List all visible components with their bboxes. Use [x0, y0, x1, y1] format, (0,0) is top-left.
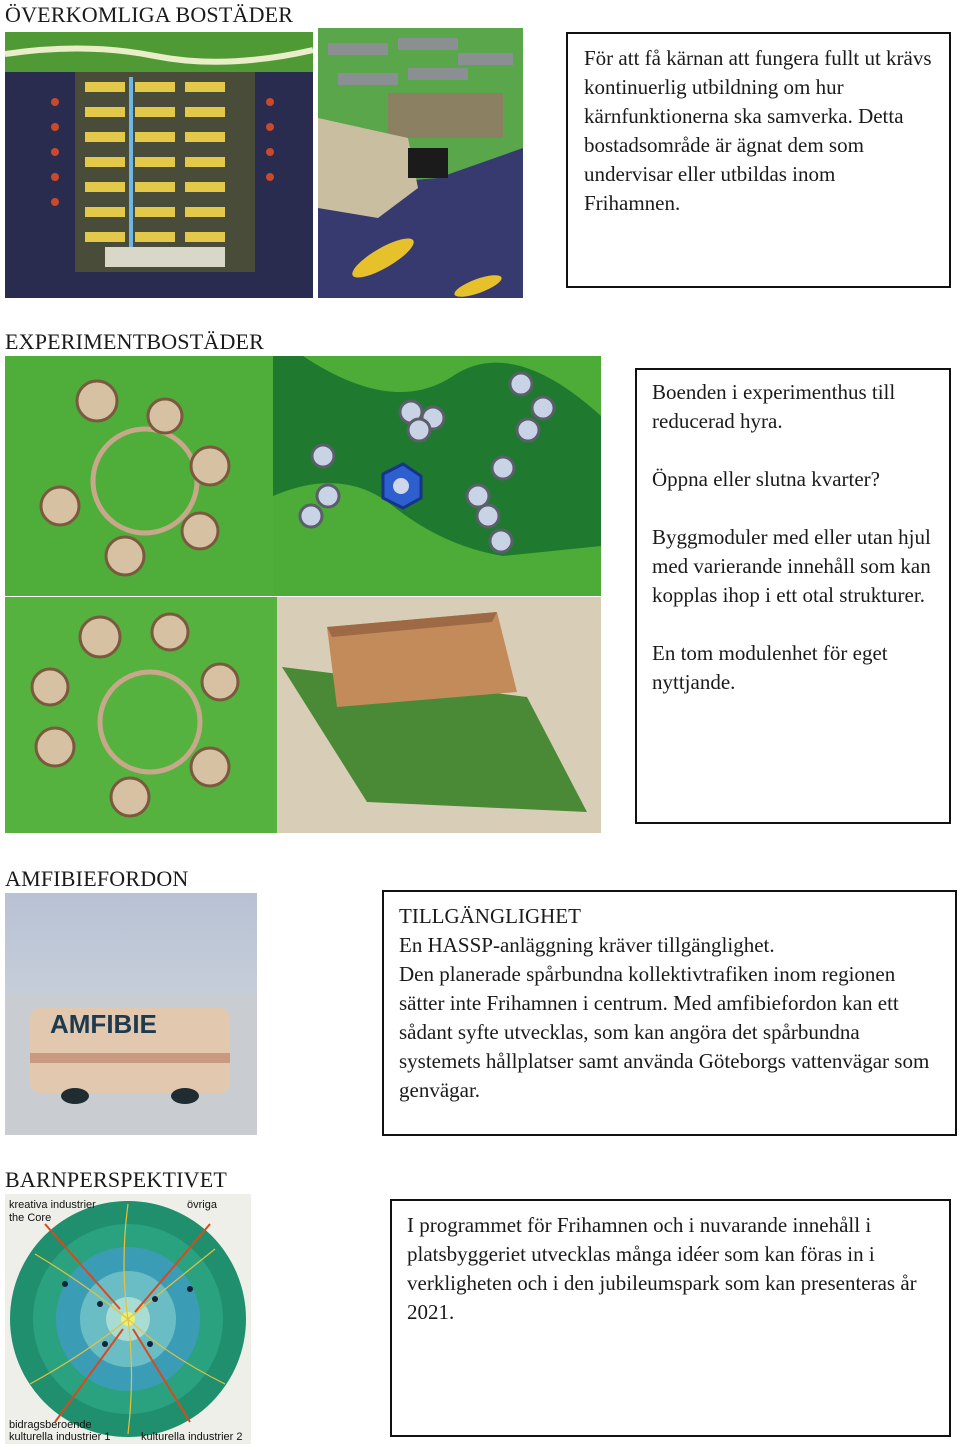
diagram-label-other: övriga	[187, 1199, 217, 1211]
amphibious-vehicle-image	[5, 893, 257, 1135]
housing-site-plan-image	[5, 32, 313, 298]
housing-model-image	[318, 28, 523, 298]
child-perspective-text-box	[390, 1199, 951, 1437]
experimental-paragraph-1: Boenden i experimenthus till reducerad hyra.	[652, 380, 896, 433]
accessibility-line-2: Den planerade spårbundna kollektivtrafiken inom regionen sätter inte Frihamnen i centrum. Med amfibiefordon kan ett sådant syfte utvecklas, som kan angöra det spårbundna systemets hållplatser samt använda Göteborgs vattenvägar som genvägar.	[399, 962, 930, 1102]
diagram-label-core: the Core	[9, 1212, 52, 1224]
heading-amphibious-vehicle: AMFIBIEFORDON	[5, 866, 189, 891]
heading-child-perspective: BARNPERSPEKTIVET	[5, 1167, 227, 1192]
experimental-paragraph-3: Byggmoduler med eller utan hjul med varierande innehåll som kan kopplas ihop i ett otal strukturer.	[652, 525, 931, 607]
ring-modules-image-top	[5, 356, 273, 596]
ring-modules-image-bottom	[5, 597, 277, 833]
heading-affordable-housing: ÖVERKOMLIGA BOSTÄDER	[5, 2, 294, 27]
hexagon-cluster-image	[273, 356, 601, 596]
experimental-housing-text-box	[635, 368, 951, 824]
affordable-housing-description: För att få kärnan att fungera fullt ut krävs kontinuerlig utbildning om hur kärnfunktionerna ska samverka. Detta bostadsområde är ägnat dem som undervisar eller utbildas inom Frihamnen.	[584, 46, 932, 215]
diagram-label-creative: kreativa industrier	[9, 1199, 96, 1211]
heading-experimental-housing: EXPERIMENTBOSTÄDER	[5, 329, 265, 354]
experimental-paragraph-2: Öppna eller slutna kvarter?	[652, 467, 880, 491]
diagram-label-cultural-1: kulturella industrier 1	[9, 1431, 111, 1443]
child-perspective-description: I programmet för Frihamnen och i nuvarande innehåll i platsbyggeriet utvecklas många idéer som kan föras in i verkligheten och i den jubileumspark som kan presenteras år 2021.	[407, 1213, 917, 1324]
vehicle-lettering: AMFIBIE	[50, 1009, 157, 1039]
amphibious-text-box	[382, 890, 957, 1136]
affordable-housing-text-box	[566, 32, 951, 288]
accessibility-line-1: En HASSP-anläggning kräver tillgänglighet.	[399, 933, 775, 957]
diagram-label-cultural-2: kulturella industrier 2	[141, 1431, 243, 1443]
empty-module-image	[277, 597, 601, 833]
industry-circle-diagram	[5, 1194, 251, 1444]
experimental-paragraph-4: En tom modulenhet för eget nyttjande.	[652, 641, 888, 694]
accessibility-title: TILLGÄNGLIGHET	[399, 904, 581, 928]
diagram-label-subsidy: bidragsberoende	[9, 1419, 92, 1431]
